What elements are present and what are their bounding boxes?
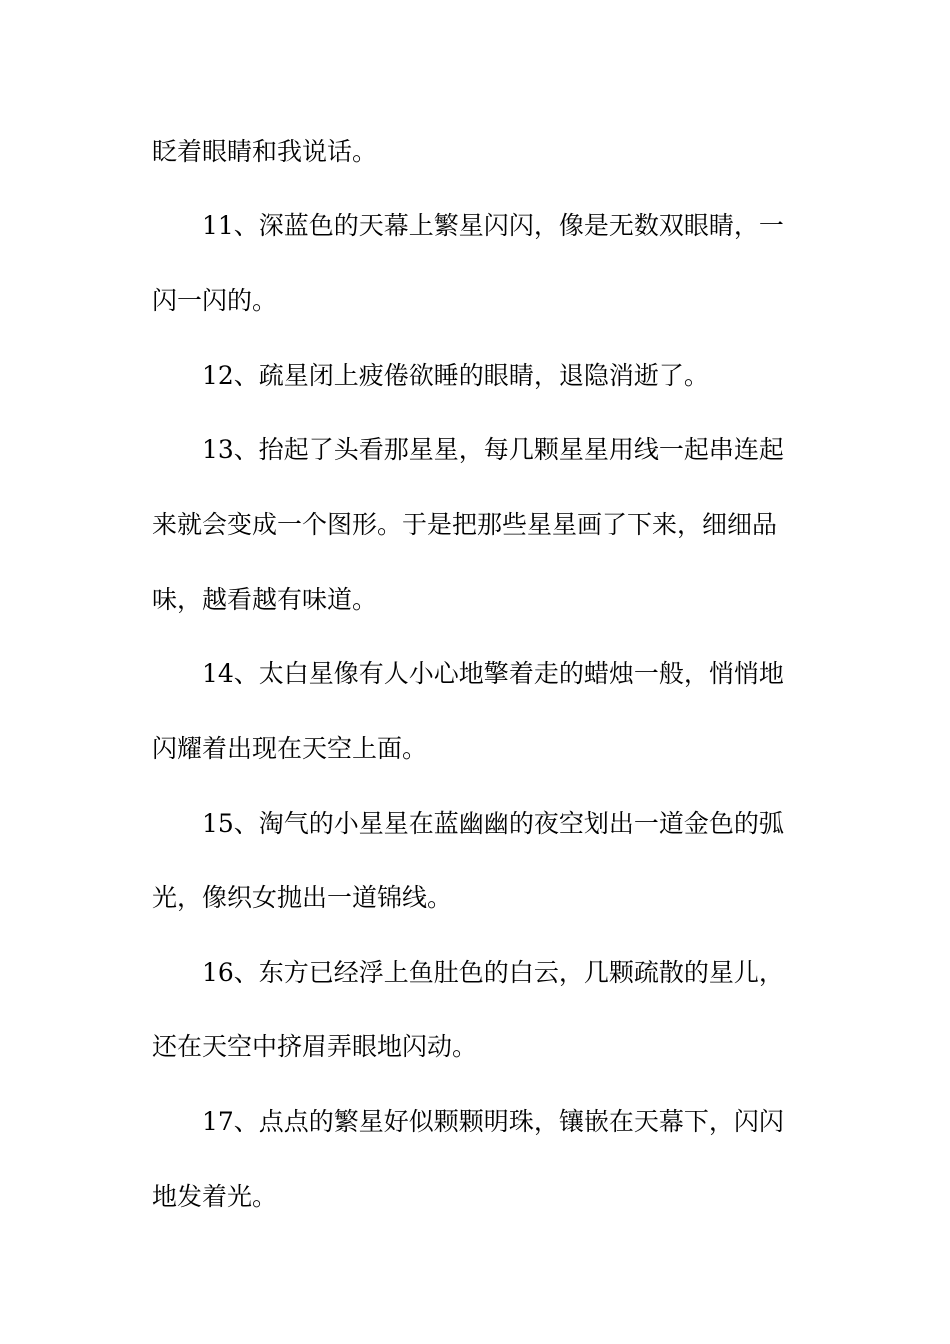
text-line: 闪一闪的。 <box>152 286 278 315</box>
text-line: 闪耀着出现在天空上面。 <box>152 734 428 763</box>
text-line: 16、东方已经浮上鱼肚色的白云，几颗疏散的星儿， <box>202 958 784 987</box>
text-line: 还在天空中挤眉弄眼地闪动。 <box>152 1032 478 1061</box>
text-line: 光，像织女抛出一道锦线。 <box>152 883 453 912</box>
text-line: 地发着光。 <box>152 1182 278 1211</box>
text-line: 眨着眼睛和我说话。 <box>152 137 378 166</box>
text-line: 17、点点的繁星好似颗颗明珠，镶嵌在天幕下，闪闪 <box>202 1107 784 1136</box>
text-line: 13、抬起了头看那星星，每几颗星星用线一起串连起 <box>202 435 784 464</box>
text-line: 11、深蓝色的天幕上繁星闪闪，像是无数双眼睛，一 <box>202 211 784 240</box>
text-line: 15、淘气的小星星在蓝幽幽的夜空划出一道金色的弧 <box>202 809 784 838</box>
text-line: 来就会变成一个图形。于是把那些星星画了下来，细细品 <box>152 510 778 539</box>
text-line: 12、疏星闭上疲倦欲睡的眼睛，退隐消逝了。 <box>202 361 709 390</box>
text-line: 味，越看越有味道。 <box>152 585 378 614</box>
text-line: 14、太白星像有人小心地擎着走的蜡烛一般，悄悄地 <box>202 659 784 688</box>
